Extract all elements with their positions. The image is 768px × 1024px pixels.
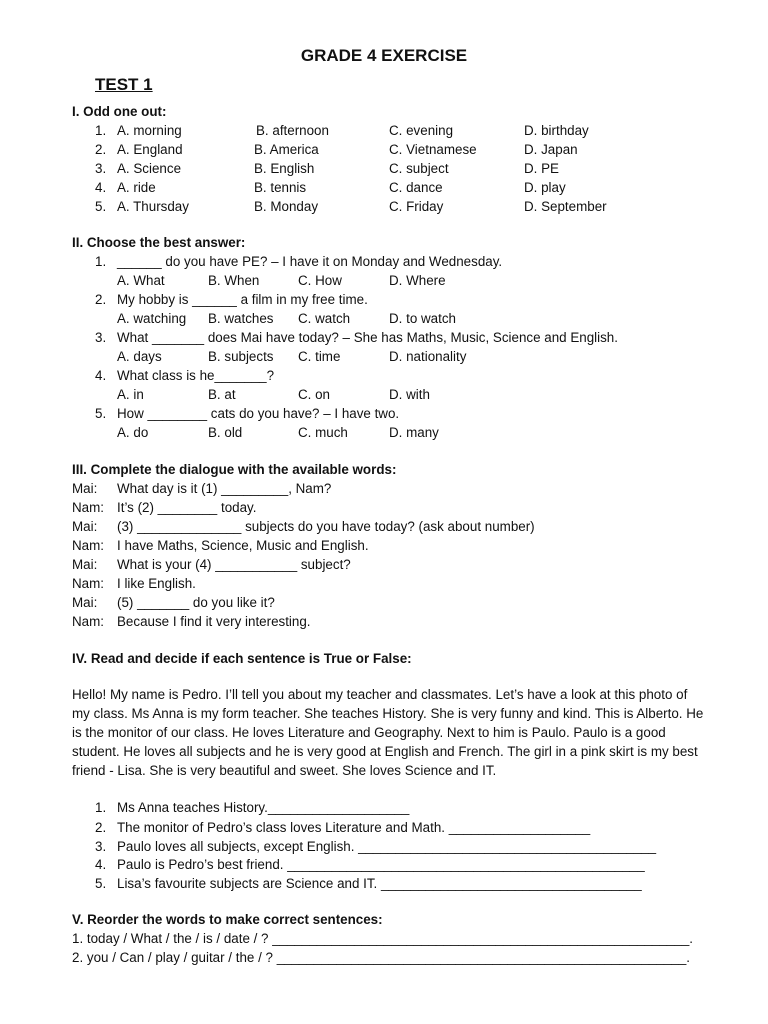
item-number: 4.	[95, 857, 107, 872]
speaker: Nam:	[72, 614, 104, 629]
line-text: What is your (4) ___________ subject?	[117, 557, 351, 572]
option-b: B. watches	[208, 311, 274, 326]
option-a: A. morning	[117, 123, 182, 138]
option-b: B. at	[208, 387, 236, 402]
option-b: B. Monday	[254, 199, 319, 214]
line-text: Because I find it very interesting.	[117, 614, 311, 629]
option-c: C. How	[298, 273, 342, 288]
option-b: B. old	[208, 425, 243, 440]
item-number: 5.	[95, 199, 107, 214]
option-a: A. days	[117, 349, 162, 364]
speaker: Mai:	[72, 595, 98, 610]
option-d: D. PE	[524, 161, 559, 176]
item-number: 3.	[95, 839, 107, 854]
reading-passage: Hello! My name is Pedro. I’ll tell you about my teacher and classmates. Let’s have a look at this photo of my class. Ms Anna is my form teacher. She teaches History. She is very funny and kind. This is Alberto. He is the monitor of our class. He loves Literature and Geography. Next to him is Paulo. Paulo is a good student. He loves all subjects and he is very good at English and French. The girl in a pink skirt is my best friend - Lisa. She is very beautiful and sweet. She loves Science and IT.	[72, 687, 704, 778]
option-b: B. English	[254, 161, 315, 176]
option-c: C. Friday	[389, 199, 444, 214]
item-number: 5.	[95, 876, 107, 891]
option-d: D. nationality	[389, 349, 467, 364]
option-a: A. in	[117, 387, 144, 402]
item-number: 2.	[95, 820, 107, 835]
line-text: What day is it (1) _________, Nam?	[117, 481, 332, 496]
reorder-item: 2. you / Can / play / guitar / the / ? _______________________________________________________.	[72, 950, 691, 965]
option-c: C. on	[298, 387, 331, 402]
speaker: Nam:	[72, 538, 104, 553]
option-c: C. evening	[389, 123, 454, 138]
question-number: 5.	[95, 406, 107, 421]
option-c: C. time	[298, 349, 341, 364]
item-number: 2.	[95, 142, 107, 157]
item-number: 4.	[95, 180, 107, 195]
option-c: C. watch	[298, 311, 351, 326]
line-text: (5) _______ do you like it?	[117, 595, 275, 610]
statement-text: Paulo is Pedro’s best friend. ________________________________________________	[117, 857, 645, 872]
item-number: 1.	[95, 123, 107, 138]
option-a: A. watching	[117, 311, 187, 326]
question-text: What _______ does Mai have today? – She has Maths, Music, Science and English.	[117, 330, 618, 345]
speaker: Nam:	[72, 500, 104, 515]
section5-heading: V. Reorder the words to make correct sentences:	[72, 912, 383, 927]
speaker: Mai:	[72, 481, 98, 496]
question-number: 1.	[95, 254, 107, 269]
section3-heading: III. Complete the dialogue with the available words:	[72, 462, 397, 477]
option-d: D. to watch	[389, 311, 456, 326]
option-c: C. dance	[389, 180, 443, 195]
section2-heading: II. Choose the best answer:	[72, 235, 246, 250]
option-d: D. many	[389, 425, 439, 440]
statement-text: Lisa’s favourite subjects are Science and IT. ___________________________________	[117, 876, 642, 891]
option-a: A. What	[117, 273, 165, 288]
item-number: 3.	[95, 161, 107, 176]
option-c: C. Vietnamese	[389, 142, 477, 157]
option-b: B. afternoon	[256, 123, 329, 138]
question-text: ______ do you have PE? – I have it on Monday and Wednesday.	[117, 254, 503, 269]
speaker: Mai:	[72, 519, 98, 534]
question-number: 2.	[95, 292, 107, 307]
option-a: A. Science	[117, 161, 182, 176]
line-text: I have Maths, Science, Music and English.	[117, 538, 369, 553]
line-text: I like English.	[117, 576, 196, 591]
option-b: B. subjects	[208, 349, 274, 364]
statement-text: Paulo loves all subjects, except English. ________________________________________	[117, 839, 657, 854]
test-label: TEST 1	[95, 75, 153, 94]
speaker: Nam:	[72, 576, 104, 591]
section1-heading: I. Odd one out:	[72, 104, 167, 119]
option-a: A. England	[117, 142, 183, 157]
option-d: D. play	[524, 180, 566, 195]
line-text: It’s (2) ________ today.	[117, 500, 257, 515]
option-d: D. birthday	[524, 123, 589, 138]
question-text: My hobby is ______ a film in my free time.	[117, 292, 368, 307]
option-b: B. America	[254, 142, 319, 157]
option-c: C. much	[298, 425, 348, 440]
item-number: 1.	[95, 800, 107, 815]
page-title: GRADE 4 EXERCISE	[300, 46, 468, 65]
option-a: A. Thursday	[117, 199, 189, 214]
question-text: How ________ cats do you have? – I have two.	[117, 406, 400, 421]
line-text: (3) ______________ subjects do you have today? (ask about number)	[117, 519, 535, 534]
question-number: 3.	[95, 330, 107, 345]
section4-heading: IV. Read and decide if each sentence is True or False:	[72, 651, 412, 666]
statement-text: Ms Anna teaches History.___________________	[117, 800, 410, 815]
question-text: What class is he_______?	[117, 368, 275, 383]
option-a: A. ride	[117, 180, 156, 195]
speaker: Mai:	[72, 557, 98, 572]
option-c: C. subject	[389, 161, 449, 176]
reorder-item: 1. today / What / the / is / date / ? ________________________________________________________.	[72, 931, 693, 946]
option-b: B. When	[208, 273, 260, 288]
option-b: B. tennis	[254, 180, 307, 195]
option-d: D. with	[389, 387, 430, 402]
option-d: D. Japan	[524, 142, 578, 157]
option-a: A. do	[117, 425, 149, 440]
option-d: D. September	[524, 199, 607, 214]
option-d: D. Where	[389, 273, 446, 288]
question-number: 4.	[95, 368, 107, 383]
statement-text: The monitor of Pedro’s class loves Literature and Math. ___________________	[117, 820, 591, 835]
